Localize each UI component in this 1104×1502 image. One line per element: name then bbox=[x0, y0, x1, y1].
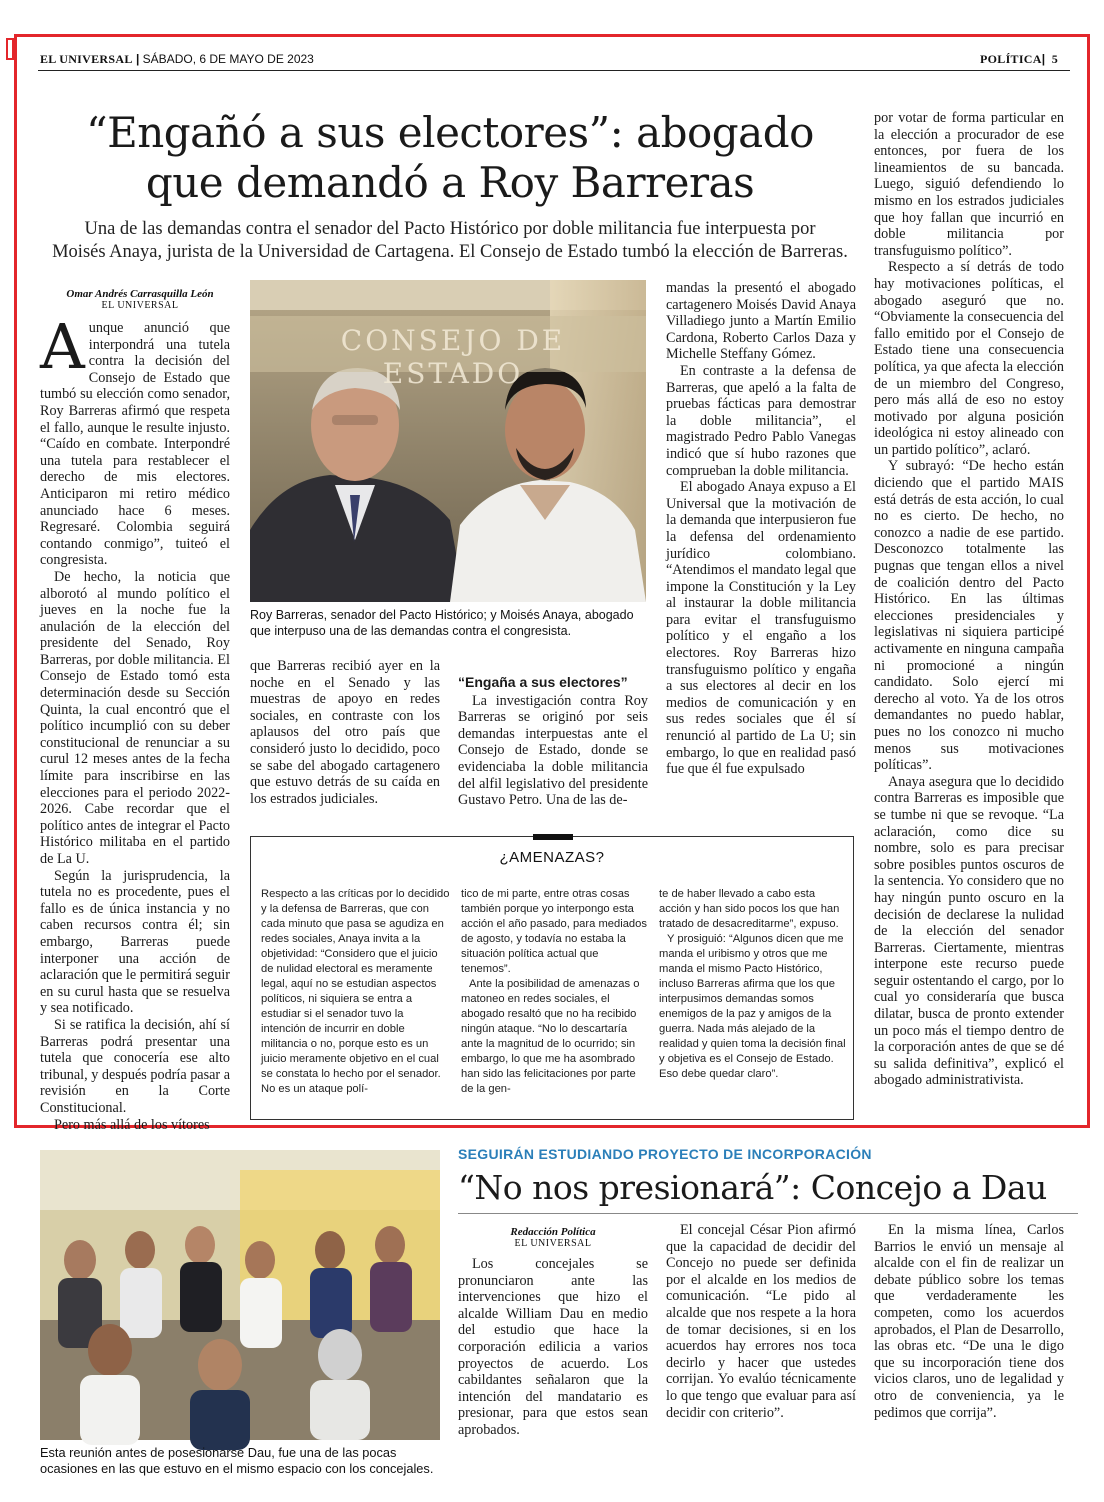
drop-cap: A bbox=[40, 310, 85, 383]
second-column-2 bbox=[666, 1222, 856, 1492]
deck-line-2: Moisés Anaya, jurista de la Universidad de Cartagena. El Consejo de Estado tumbó la elección de Barreras. bbox=[52, 242, 848, 262]
sidebar-column-2 bbox=[461, 887, 651, 1112]
byline-org: EL UNIVERSAL bbox=[514, 1238, 592, 1249]
byline-name: Redacción Política bbox=[510, 1226, 596, 1238]
page-header-right: POLÍTICA| 5 bbox=[980, 52, 1059, 66]
paragraph: unque anunció que interpondrá una tutela contra la decisión del Consejo de Estado que tumbó su elección como senador, Roy Barreras afirmó que respeta el fallo, aunque le resulte injusto. “Caído en combate. Interpondré una tutela para restablecer el derecho de mis electores. Anticiparon mi retiro médico anunciado hace 6 meses. Regresaré. Colombia seguirá contando conmigo”, tuiteó el congresista. bbox=[40, 320, 230, 569]
paragraph: En contraste a la defensa de Barreras, que apeló a la falta de pruebas fácticas para demostrar la doble militancia”, el magistrado Pedro Pablo Vanegas indicó que sí hubo razones que comprueban la doble militancia. bbox=[666, 362, 856, 479]
page-header-left: EL UNIVERSAL | SÁBADO, 6 DE MAYO DE 2023 bbox=[40, 52, 314, 66]
main-column-4 bbox=[666, 280, 856, 826]
main-headline bbox=[40, 108, 860, 208]
headline-line-1: “Engañó a sus electores”: abogado bbox=[86, 108, 814, 157]
paragraph: El concejal César Pion afirmó que la capacidad de decidir del Concejo no puede ser definida por el alcalde en los medios de comunicación. “Le pido al alcalde que nos respete a la hora de tomar decisiones, si en los acuerdos hay errores nos toca decirlo y hacer que ustedes corrijan. Yo evalúo técnicamente lo que tengo que evaluar para así decidir con criterio”. bbox=[666, 1222, 856, 1421]
paragraph: El abogado Anaya expuso a El Universal que la motivación de la demanda que interpusieron fue la defensa del ordenamiento jurídico colombiano. “Atendimos el mandato legal que impone la Constitución y la Ley al instaurar la doble militancia para evitar el transfuguismo político y el engaño a los electores. Roy Barreras hizo transfuguismo político y engaña a sus electores al decir en los medios de comunicación y en sus redes sociales que él sí renunció al partido de La U; sin embargo, lo que en realidad pasó fue que él fue expulsado bbox=[666, 479, 856, 778]
paragraph: tico de mi parte, entre otras cosas también porque yo interpongo esta acción el año pasado, para mediados de agosto, y todavía no estaba la situación política actual que tenemos”. bbox=[461, 888, 647, 975]
main-column-2 bbox=[250, 658, 440, 828]
paragraph: Ante la posibilidad de amenazas o matoneo en redes sociales, el abogado resaltó que no ha recibido ningún ataque. “No lo descartaría ante la magnitud de lo ocurrido; sin embargo, lo que me ha asombrado han sido las felicitaciones por parte de la gen- bbox=[461, 978, 640, 1095]
section-name: POLÍTICA bbox=[980, 52, 1042, 66]
headline-line-2: que demandó a Roy Barreras bbox=[145, 158, 755, 207]
page-number: 5 bbox=[1051, 52, 1059, 66]
main-deck bbox=[40, 218, 860, 264]
paragraph: te de haber llevado a cabo esta acción y han sido pocos los que han tratado de desacreditarme”, expuso. bbox=[659, 888, 840, 930]
newspaper-name: EL UNIVERSAL bbox=[40, 52, 133, 66]
main-photo-caption: Roy Barreras, senador del Pacto Histórico; y Moisés Anaya, abogado que interpuso una de las demandas contra el congresista. bbox=[250, 608, 634, 638]
main-photo bbox=[250, 280, 646, 602]
sidebar-title: ¿AMENAZAS? bbox=[499, 849, 605, 866]
paragraph: por votar de forma particular en la elección a procurador de ese entonces, por fuera de los lineamientos de su bancada. Luego, siguió defendiendo lo mismo en los estrados judiciales que hoy fallan que incurrió en doble militancia por transfuguismo político”. bbox=[874, 110, 1064, 259]
paragraph: Los concejales se pronunciaron ante las intervenciones que hizo el alcalde William Dau en medio del estudio que hace la corporación edilicia a varios proyectos de acuerdo. Los cabildantes señalaron que la intención del mandatario es presionar, para que estos sean aprobados. bbox=[458, 1256, 648, 1438]
main-byline bbox=[40, 288, 240, 311]
sidebar-box bbox=[250, 836, 854, 1120]
sidebar-column-1 bbox=[261, 887, 451, 1112]
paragraph: Y subrayó: “De hecho están diciendo que el partido MAIS está detrás de esta acción, lo cual no es cierto. De hecho, no conozco a nadie de ese partido. Desconozco totalmente las pugnas que tengan ellos a nivel de coalición dentro del Pacto Histórico. En las últimas elecciones presidenciales y legislativas ni siquiera participé activamente en ninguna campaña ni promocioné a ningún candidato. Solo ejercí mi derecho al voto. Ya de los otros demandantes no puedo hablar, pues no los conozco ni mucho menos sus motivaciones políticas”. bbox=[874, 458, 1064, 774]
second-article-headline: “No nos presionará”: Concejo a Dau bbox=[458, 1168, 1047, 1207]
paragraph: Y prosiguió: “Algunos dicen que me manda el uribismo y otros que me manda el mismo Pacto Histórico, incluso Barreras afirma que los que interpusimos demandas somos enemigos de la paz y amigos de la guerra. Nada más alejado de la realidad y quien toma la decisión final y objetiva es el Consejo de Estado. Eso debe quedar claro”. bbox=[659, 933, 846, 1080]
paragraph: De hecho, la noticia que alborotó al mundo político el jueves en la noche fue la anulación de la elección del presidente del Senado, Roy Barreras, por doble militancia. El Consejo de Estado tomó esta determinación desde su Sección Quinta, la cual encontró que el político incumplió con su deber constitucional de renunciar a su curul 12 meses antes de la fecha límite para inscribirse en las elecciones para el periodo 2022-2026. Cabe recordar que el político antes de integrar el Pacto Histórico militaba en el partido de La U. bbox=[40, 568, 230, 867]
paragraph: Respecto a sí detrás de todo hay motivaciones políticas, el abogado aseguró que no. “Obviamente la consecuencia del fallo emitido por el Consejo de Estado tiene una consecuencia política, ya que afecta la elección de un miembro del Congreso, pero más allá de eso no estoy motivado por alguna posición ideológica ni estoy alineado con un partido político”, aclaró. bbox=[874, 259, 1064, 458]
box-marker bbox=[533, 834, 573, 840]
sidebar-column-3 bbox=[659, 887, 849, 1112]
main-column-3 bbox=[458, 670, 648, 830]
paragraph: mandas la presentó el abogado cartagenero Moisés David Anaya Villadiego junto a Martín Emilio Cardona, Roberto Carlos Daza y Michelle Steffany Gómez. bbox=[666, 280, 856, 363]
photo-sign-text: CONSEJO DE ESTADO bbox=[340, 324, 566, 390]
byline-org: EL UNIVERSAL bbox=[101, 300, 179, 311]
main-column-5 bbox=[874, 110, 1064, 1122]
second-column-1 bbox=[458, 1256, 648, 1496]
subheading: “Engaña a sus electores” bbox=[458, 674, 628, 690]
paragraph: Anaya asegura que lo decidido contra Barreras es imposible que se tumbe ni que se revoque. “La aclaración, como dice su nombre, solo es para precisar sobre posibles puntos oscuros de la sentencia. Yo considero que no hay ningún punto oscuro en la decisión de declarese la nulidad de la elección del senador Barreras. Ciertamente, mientras interpone este recurso puede seguir ostentando el cargo, por lo cual yo consideraría que busca dilatar, busca de pronto extender un poco más el tiempo dentro de la corporación antes de que se dé su salida definitiva”, explicó el abogado administrativista. bbox=[874, 773, 1064, 1089]
second-photo-caption: Esta reunión antes de posesionarse Dau, fue una de las pocas ocasiones en las que estuvo en el mismo espacio con los concejales. bbox=[40, 1445, 434, 1476]
second-article-photo bbox=[40, 1150, 440, 1440]
second-headline-rule bbox=[458, 1213, 1078, 1214]
paragraph: En la misma línea, Carlos Barrios le envió un mensaje al alcalde con el fin de realizar un debate público sobre los temas que verdaderamente les competen, como los acuerdos aprobados, el Plan de Desarrollo, las obras etc. “De una le digo que su incorporación tiene dos vicios claros, uno de legalidad y otro de conveniencia, ya le pedimos que corrija”. bbox=[874, 1222, 1064, 1421]
frame-handle[interactable] bbox=[6, 38, 14, 60]
meeting-photo-illustration bbox=[40, 1150, 440, 1440]
paragraph: Pero más allá de los vítores bbox=[54, 1116, 210, 1133]
main-column-1 bbox=[40, 310, 230, 1133]
deck-line-1: Una de las demandas contra el senador del Pacto Histórico por doble militancia fue interpuesta por bbox=[84, 219, 816, 239]
paragraph: que Barreras recibió ayer en la noche en el Senado y las muestras de apoyo en redes sociales, en contraste con los aplausos del otro país que consideró justo lo decidido, poco se sabe del abogado cartagenero que estuvo detrás de su caída en los estrados judiciales. bbox=[250, 658, 440, 807]
paragraph: Respecto a las críticas por lo decidido y la defensa de Barreras, que con cada minuto que pasa se agudiza en redes sociales, Anaya invita a la objetividad: “Considero que el juicio de nulidad electoral es meramente legal, aquí no se estudian aspectos políticos, ni siquiera se entra a estudiar si el senador tuvo la intención de incurrir en doble militancia o no, porque esto es un juicio meramente objetivo en el cual se constata lo hecho por el senador. No es un ataque polí- bbox=[261, 888, 450, 1095]
paragraph: Según la jurisprudencia, la tutela no es procedente, pues el fallo es de única instancia y no caben recursos contra él; sin embargo, Barreras puede interponer una acción de aclaración que le permitirá seguir en su curul hasta que se resuelva y sea notificado. bbox=[40, 867, 230, 1017]
paragraph: Si se ratifica la decisión, ahí sí Barreras podrá presentar una tutela que conocería ese alto tribunal, y después podría pasar a revisión en la Corte Constitucional. bbox=[40, 1016, 230, 1116]
header-rule bbox=[38, 70, 1070, 71]
second-byline bbox=[458, 1226, 648, 1249]
paragraph: La investigación contra Roy Barreras se originó por seis demandas interpuestas ante el Consejo de Estado, donde se evidenciaba la doble militancia del alfil legislativo del presidente Gustavo Petro. Una de las de- bbox=[458, 692, 648, 809]
issue-date: SÁBADO, 6 DE MAYO DE 2023 bbox=[142, 52, 314, 66]
byline-name: Omar Andrés Carrasquilla León bbox=[66, 288, 214, 300]
second-article-kicker: SEGUIRÁN ESTUDIANDO PROYECTO DE INCORPORACIÓN bbox=[458, 1146, 872, 1162]
second-column-3 bbox=[874, 1222, 1064, 1492]
